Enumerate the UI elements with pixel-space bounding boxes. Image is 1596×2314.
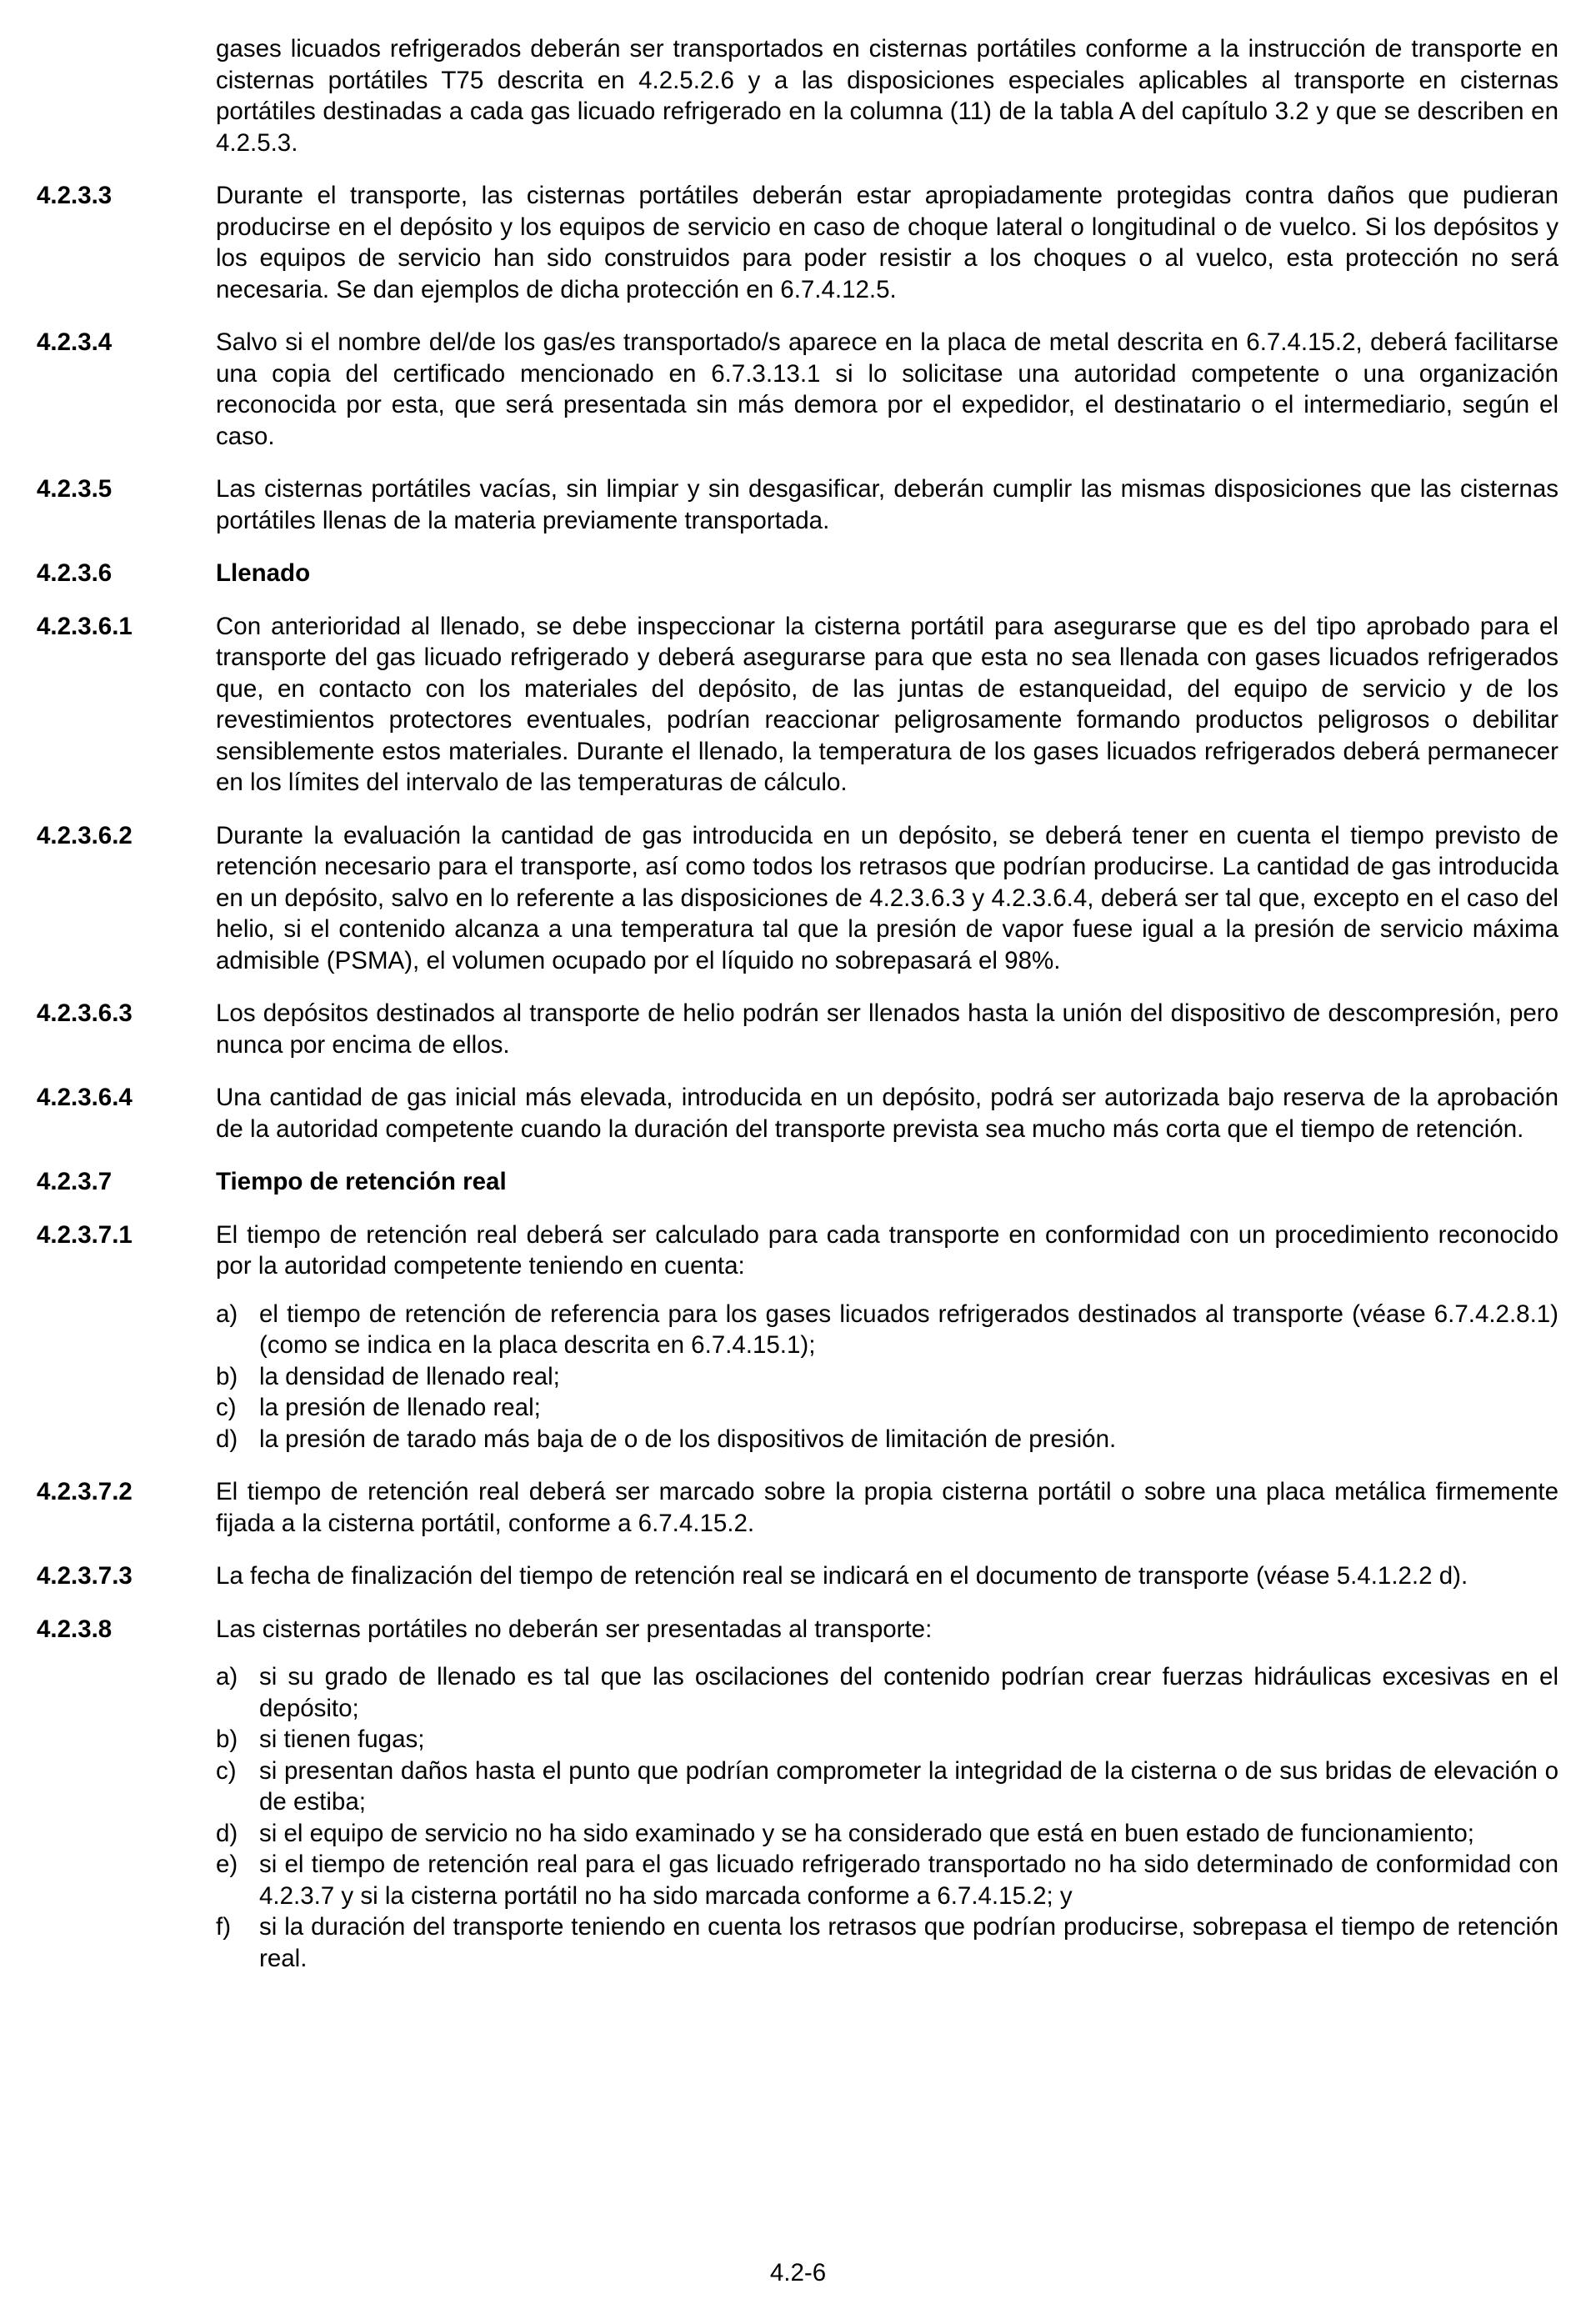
section-content	[216, 1614, 1558, 1975]
list-item	[216, 1661, 1558, 1724]
section-number: 4.2.3.7	[37, 1168, 113, 1195]
section-4-2-3-3	[37, 180, 1558, 305]
section-content	[216, 998, 1558, 1060]
page-number: 4.2-6	[769, 2259, 827, 2286]
section-text: El tiempo de retención real deberá ser marcado sobre la propia cisterna portátil o sobre una placa metálica firmemente fijada a la cisterna portátil, conforme a 6.7.4.15.2.	[216, 1478, 1558, 1537]
section-4-2-3-8	[37, 1614, 1558, 1975]
section-text: El tiempo de retención real deberá ser calculado para cada transporte en conformidad con un procedimiento reconocido por la autoridad competente teniendo en cuenta:	[216, 1220, 1558, 1280]
section-4-2-3-7-3	[37, 1560, 1558, 1592]
list-item	[216, 1424, 1558, 1455]
section-4-2-3-7	[37, 1166, 1558, 1198]
section-content	[216, 1560, 1558, 1592]
section-text: Las cisternas portátiles vacías, sin limpiar y sin desgasificar, deberán cumplir las mismas disposiciones que las cisternas portátiles llenas de la materia previamente transportada.	[216, 475, 1558, 534]
section-text: Las cisternas portátiles no deberán ser presentadas al transporte:	[216, 1615, 933, 1643]
section-content	[216, 180, 1558, 305]
list-item-text: la presión de llenado real;	[259, 1394, 541, 1421]
section-4-2-3-7-2	[37, 1476, 1558, 1539]
section-4-2-3-6-3	[37, 998, 1558, 1060]
section-content	[216, 327, 1558, 452]
section-content	[216, 820, 1558, 977]
item-list	[216, 1661, 1558, 1974]
list-item	[216, 1724, 1558, 1756]
section-number: 4.2.3.4	[37, 328, 113, 356]
section-number: 4.2.3.6.4	[37, 1084, 133, 1111]
section-text: Durante el transporte, las cisternas portátiles deberán estar apropiadamente protegidas contra daños que pudieran producirse en el depósito y los equipos de servicio en caso de choque lateral o longitudinal o de vuelco. Si los depósitos y los equipos de servicio han sido construidos para poder resistir a los choques o al vuelco, esta protección no será necesaria. Se dan ejemplos de dicha protección en 6.7.4.12.5.	[216, 182, 1558, 303]
section-heading: Llenado	[216, 559, 311, 587]
section-content	[216, 611, 1558, 799]
list-item-letter: a)	[216, 1300, 238, 1328]
section-heading: Tiempo de retención real	[216, 1168, 507, 1195]
list-item-letter: c)	[216, 1756, 237, 1785]
section-text: Una cantidad de gas inicial más elevada, introducida en un depósito, podrá ser autorizada bajo reserva de la aprobación de la autoridad competente cuando la duración del transporte prevista sea mucho más corta que el tiempo de retención.	[216, 1084, 1558, 1143]
list-item	[216, 1392, 1558, 1424]
sections-container	[37, 180, 1558, 1974]
section-number: 4.2.3.7.1	[37, 1220, 133, 1249]
section-content	[216, 1166, 1558, 1198]
list-item	[216, 1911, 1558, 1974]
list-item	[216, 1756, 1558, 1818]
list-item-text: la presión de tarado más baja de o de los dispositivos de limitación de presión.	[259, 1425, 1117, 1453]
list-item-letter: d)	[216, 1819, 238, 1847]
list-item-letter: f)	[216, 1913, 232, 1941]
list-item-text: si el equipo de servicio no ha sido examinado y se ha considerado que está en buen estado de funcionamiento;	[259, 1819, 1474, 1847]
section-content	[216, 1220, 1558, 1455]
list-item-letter: d)	[216, 1425, 238, 1453]
section-content	[216, 473, 1558, 536]
document-body	[37, 33, 1558, 1996]
section-text: Los depósitos destinados al transporte de helio podrán ser llenados hasta la unión del dispositivo de descompresión, pero nunca por encima de ellos.	[216, 999, 1558, 1059]
section-number: 4.2.3.6.2	[37, 821, 133, 849]
section-text: Con anterioridad al llenado, se debe inspeccionar la cisterna portátil para asegurarse que es del tipo aprobado para el transporte del gas licuado refrigerado y deberá asegurarse para que esta no sea llenada con gases licuados refrigerados que, en contacto con los materiales del depósito, de las juntas de estanqueidad, del equipo de servicio y de los revestimientos protectores eventuales, podrían reaccionar peligrosamente formando productos peligrosos o debilitar sensiblemente estos materiales. Durante el llenado, la temperatura de los gases licuados refrigerados deberá permanecer en los límites del intervalo de las temperaturas de cálculo.	[216, 612, 1558, 796]
list-item-letter: b)	[216, 1725, 238, 1753]
section-4-2-3-7-1	[37, 1220, 1558, 1455]
list-item-letter: c)	[216, 1394, 237, 1421]
section-4-2-3-6-1	[37, 611, 1558, 799]
list-item-text: si presentan daños hasta el punto que podrían comprometer la integridad de la cisterna o de sus bridas de elevación o de estiba;	[259, 1756, 1558, 1816]
section-number: 4.2.3.6.3	[37, 999, 133, 1027]
list-item-text: si su grado de llenado es tal que las oscilaciones del contenido podrían crear fuerzas hidráulicas excesivas en el depósito;	[259, 1663, 1558, 1722]
list-item	[216, 1849, 1558, 1911]
section-4-2-3-5	[37, 473, 1558, 536]
list-item	[216, 1361, 1558, 1393]
section-text: La fecha de finalización del tiempo de retención real se indicará en el documento de transporte (véase 5.4.1.2.2 d).	[216, 1562, 1468, 1590]
section-number: 4.2.3.7.3	[37, 1562, 133, 1590]
list-item-letter: e)	[216, 1851, 238, 1878]
section-number: 4.2.3.3	[37, 182, 113, 209]
section-content	[216, 558, 1558, 589]
section-4-2-3-6	[37, 558, 1558, 589]
list-item-text: si el tiempo de retención real para el gas licuado refrigerado transportado no ha sido determinado de conformidad con 4.2.3.7 y si la cisterna portátil no ha sido marcada conforme a 6.7.4.15.2; y	[259, 1851, 1558, 1910]
intro-paragraph: gases licuados refrigerados deberán ser transportados en cisternas portátiles conforme a la instrucción de transporte en cisternas portátiles T75 descrita en 4.2.5.2.6 y a las disposiciones especiales aplicables al transporte en cisternas portátiles destinadas a cada gas licuado refrigerado en la columna (11) de la tabla A del capítulo 3.2 y que se describen en 4.2.5.3.	[216, 35, 1558, 157]
section-content	[216, 1476, 1558, 1539]
list-item	[216, 1818, 1558, 1850]
section-4-2-3-6-2	[37, 820, 1558, 977]
list-item-letter: a)	[216, 1663, 238, 1690]
section-4-2-3-4	[37, 327, 1558, 452]
section-text: Durante la evaluación la cantidad de gas introducida en un depósito, se deberá tener en cuenta el tiempo previsto de retención necesario para el transporte, así como todos los retrasos que podrían producirse. La cantidad de gas introducida en un depósito, salvo en lo referente a las disposiciones de 4.2.3.6.3 y 4.2.3.6.4, deberá ser tal que, excepto en el caso del helio, si el contenido alcanza a una temperatura tal que la presión de vapor fuese igual a la presión de servicio máxima admisible (PSMA), el volumen ocupado por el líquido no sobrepasará el 98%.	[216, 821, 1558, 974]
list-item	[216, 1299, 1558, 1361]
item-list	[216, 1299, 1558, 1455]
list-item-text: la densidad de llenado real;	[259, 1362, 560, 1390]
section-number: 4.2.3.6.1	[37, 612, 133, 640]
section-number: 4.2.3.8	[37, 1615, 113, 1643]
section-number: 4.2.3.5	[37, 475, 113, 503]
section-number: 4.2.3.6	[37, 559, 113, 587]
section-number: 4.2.3.7.2	[37, 1478, 133, 1505]
list-item-text: el tiempo de retención de referencia para los gases licuados refrigerados destinados al transporte (véase 6.7.4.2.8.1) (como se indica en la placa descrita en 6.7.4.15.1);	[259, 1300, 1558, 1359]
list-item-letter: b)	[216, 1362, 238, 1390]
list-item-text: si tienen fugas;	[259, 1725, 425, 1753]
list-item-text: si la duración del transporte teniendo en cuenta los retrasos que podrían producirse, sobrepasa el tiempo de retención real.	[259, 1913, 1558, 1972]
section-text: Salvo si el nombre del/de los gas/es transportado/s aparece en la placa de metal descrita en 6.7.4.15.2, deberá facilitarse una copia del certificado mencionado en 6.7.3.13.1 si lo solicitase una autoridad competente o una organización reconocida por esta, que será presentada sin más demora por el expedidor, el destinatario o el intermediario, según el caso.	[216, 328, 1558, 450]
section-content	[216, 1082, 1558, 1144]
section-4-2-3-6-4	[37, 1082, 1558, 1144]
